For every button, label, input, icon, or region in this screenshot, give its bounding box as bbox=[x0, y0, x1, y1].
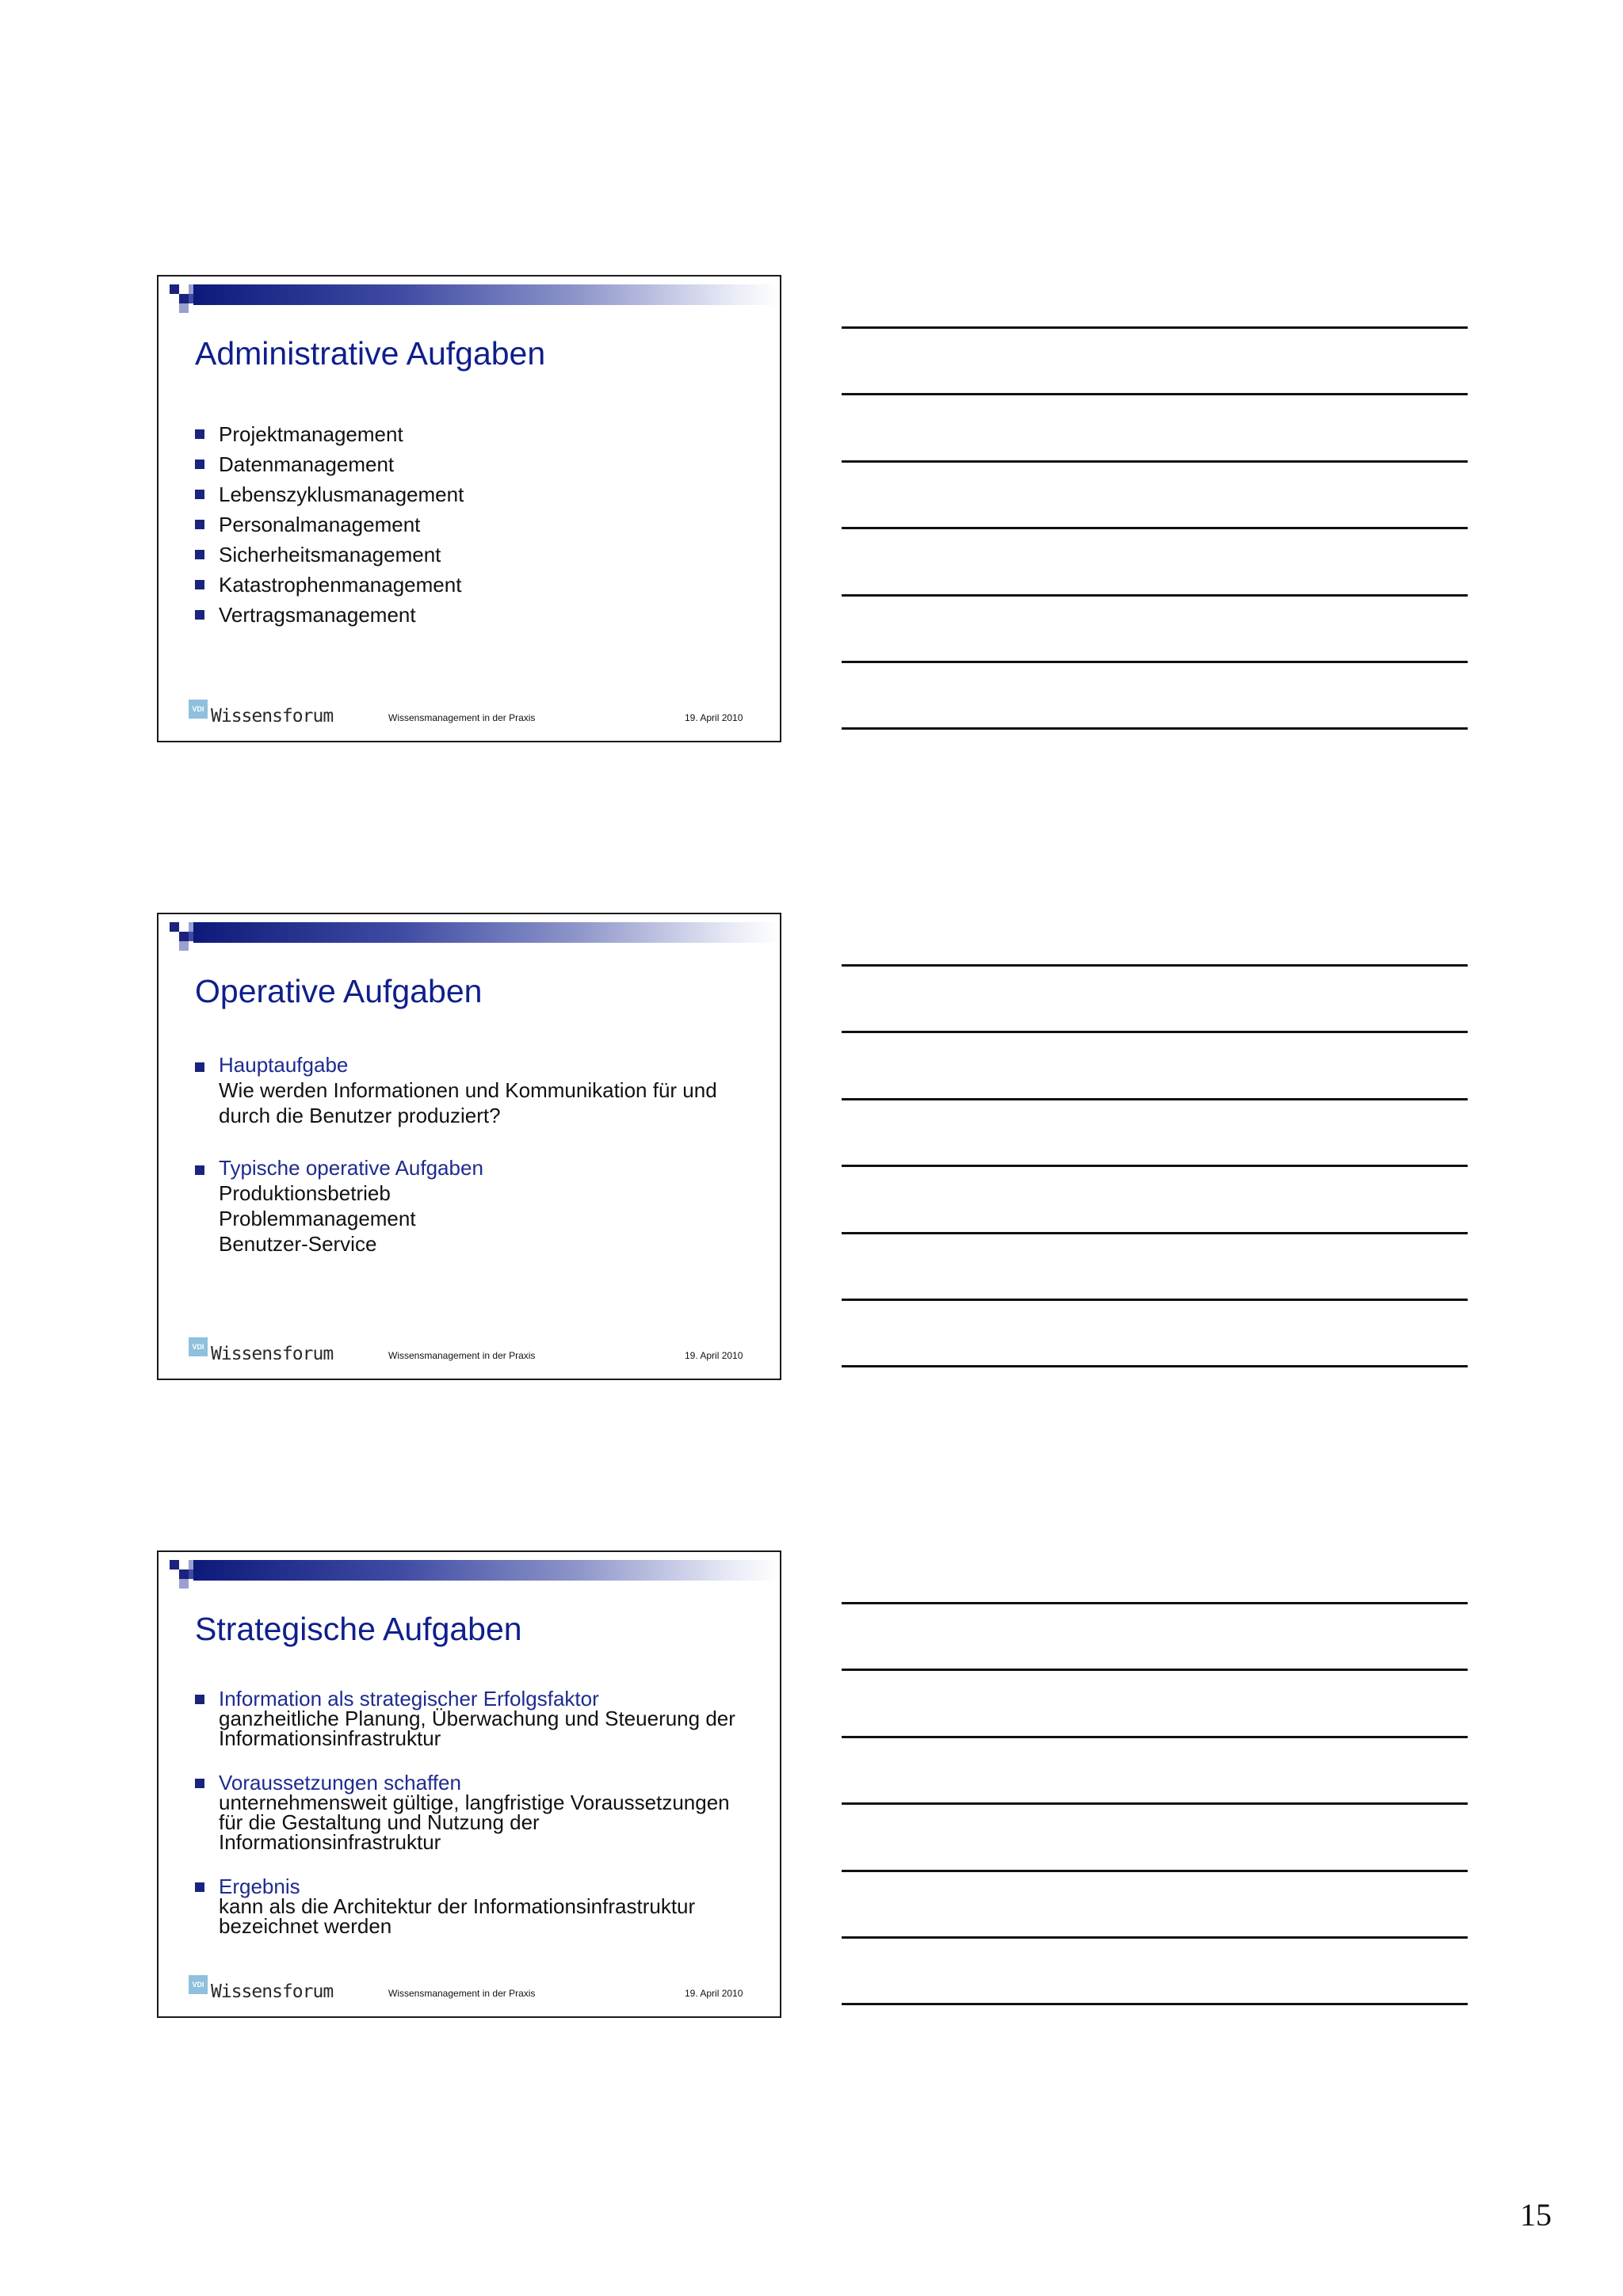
bullet-line: bezeichnet werden bbox=[219, 1914, 392, 1938]
bullet-item bbox=[195, 449, 764, 479]
bullet-heading: Hauptaufgabe bbox=[219, 1053, 349, 1077]
note-line bbox=[842, 1031, 1468, 1033]
logo-text: Wissensforum bbox=[211, 706, 334, 727]
bullet-group bbox=[195, 1876, 764, 1936]
slide-strategische bbox=[157, 1550, 781, 2018]
bullet-square-icon bbox=[195, 580, 204, 589]
bullet-heading: Information als strategischer Erfolgsfaktor bbox=[219, 1687, 599, 1711]
footer-title: Wissensmanagement in der Praxis bbox=[388, 1988, 536, 1999]
notes-lines bbox=[842, 959, 1468, 1371]
bullet-heading: Voraussetzungen schaffen bbox=[219, 1771, 461, 1794]
bullet-item bbox=[195, 600, 764, 630]
note-line bbox=[842, 1232, 1468, 1234]
bullet-item bbox=[195, 570, 764, 600]
bullet-item bbox=[195, 479, 764, 509]
bullet-line: unternehmensweit gültige, langfristige Voraussetzungen bbox=[219, 1791, 730, 1814]
bullet-item bbox=[195, 509, 764, 540]
vdi-badge: VDI bbox=[189, 1337, 208, 1356]
note-line bbox=[842, 527, 1468, 529]
footer-title: Wissensmanagement in der Praxis bbox=[388, 1350, 536, 1361]
notes-lines bbox=[842, 321, 1468, 733]
footer-date: 19. April 2010 bbox=[685, 1988, 743, 1999]
vdi-badge: VDI bbox=[189, 700, 208, 719]
note-line bbox=[842, 1802, 1468, 1805]
bullet-heading: Ergebnis bbox=[219, 1875, 300, 1898]
bullet-line: Problemmanagement bbox=[219, 1207, 416, 1230]
header-gradient-bar bbox=[193, 1560, 780, 1581]
bullet-square-icon bbox=[195, 1779, 204, 1788]
bullet-text: Projektmanagement bbox=[219, 422, 403, 446]
page-number: 15 bbox=[1520, 2197, 1552, 2233]
bullet-square-icon bbox=[195, 1695, 204, 1704]
note-line bbox=[842, 964, 1468, 967]
footer-date: 19. April 2010 bbox=[685, 712, 743, 723]
bullet-square-icon bbox=[195, 610, 204, 620]
note-line bbox=[842, 1870, 1468, 1872]
footer-title: Wissensmanagement in der Praxis bbox=[388, 712, 536, 723]
bullet-text: Lebenszyklusmanagement bbox=[219, 482, 464, 506]
bullet-group bbox=[195, 1155, 764, 1257]
slide-header bbox=[158, 1552, 780, 1600]
slide-footer bbox=[158, 1969, 780, 2016]
note-line bbox=[842, 1669, 1468, 1671]
bullet-list bbox=[195, 1052, 764, 1283]
note-line bbox=[842, 661, 1468, 663]
note-line bbox=[842, 1936, 1468, 1939]
bullet-line: Produktionsbetrieb bbox=[219, 1181, 391, 1205]
bullet-group bbox=[195, 1772, 764, 1852]
note-line bbox=[842, 1165, 1468, 1167]
note-line bbox=[842, 326, 1468, 329]
note-line bbox=[842, 1736, 1468, 1738]
slide-footer bbox=[158, 693, 780, 741]
bullet-text: Sicherheitsmanagement bbox=[219, 543, 441, 566]
bullet-item bbox=[195, 419, 764, 449]
bullet-square-icon bbox=[195, 460, 204, 469]
slide-header bbox=[158, 277, 780, 324]
bullet-square-icon bbox=[195, 520, 204, 529]
bullet-group bbox=[195, 1052, 764, 1128]
note-line bbox=[842, 460, 1468, 463]
bullet-text: Katastrophenmanagement bbox=[219, 573, 462, 597]
bullet-line: kann als die Architektur der Informationsinfrastruktur bbox=[219, 1894, 696, 1918]
bullet-line: für die Gestaltung und Nutzung der bbox=[219, 1810, 540, 1834]
bullet-line: Benutzer-Service bbox=[219, 1232, 377, 1256]
bullet-square-icon bbox=[195, 429, 204, 439]
slide-title: Administrative Aufgaben bbox=[195, 335, 546, 372]
bullet-group bbox=[195, 1688, 764, 1749]
note-line bbox=[842, 727, 1468, 730]
bullet-heading: Typische operative Aufgaben bbox=[219, 1156, 483, 1180]
bullet-text: Datenmanagement bbox=[219, 452, 395, 476]
wissensforum-logo bbox=[189, 700, 334, 731]
slide-header bbox=[158, 914, 780, 962]
bullet-list bbox=[195, 419, 764, 630]
bullet-square-icon bbox=[195, 490, 204, 499]
logo-text: Wissensforum bbox=[211, 1344, 334, 1364]
bullet-line: durch die Benutzer produziert? bbox=[219, 1104, 501, 1127]
notes-lines bbox=[842, 1596, 1468, 2008]
slide-operative bbox=[157, 913, 781, 1380]
note-line bbox=[842, 1365, 1468, 1367]
wissensforum-logo bbox=[189, 1337, 334, 1369]
bullet-line: Informationsinfrastruktur bbox=[219, 1726, 441, 1750]
bullet-square-icon bbox=[195, 1062, 204, 1072]
vdi-badge: VDI bbox=[189, 1975, 208, 1994]
header-gradient-bar bbox=[193, 284, 780, 305]
note-line bbox=[842, 594, 1468, 597]
footer-date: 19. April 2010 bbox=[685, 1350, 743, 1361]
logo-text: Wissensforum bbox=[211, 1981, 334, 2002]
bullet-square-icon bbox=[195, 550, 204, 559]
bullet-line: ganzheitliche Planung, Überwachung und Steuerung der bbox=[219, 1707, 735, 1730]
note-line bbox=[842, 1299, 1468, 1301]
note-line bbox=[842, 1602, 1468, 1604]
bullet-list bbox=[195, 1688, 764, 1960]
header-gradient-bar bbox=[193, 922, 780, 943]
bullet-square-icon bbox=[195, 1165, 204, 1175]
bullet-square-icon bbox=[195, 1882, 204, 1892]
bullet-text: Personalmanagement bbox=[219, 513, 421, 536]
slide-administrative bbox=[157, 275, 781, 742]
wissensforum-logo bbox=[189, 1975, 334, 2007]
note-line bbox=[842, 393, 1468, 395]
bullet-item bbox=[195, 540, 764, 570]
bullet-line: Wie werden Informationen und Kommunikation für und bbox=[219, 1078, 717, 1102]
bullet-text: Vertragsmanagement bbox=[219, 603, 416, 627]
slide-title: Operative Aufgaben bbox=[195, 973, 483, 1009]
note-line bbox=[842, 2003, 1468, 2005]
note-line bbox=[842, 1098, 1468, 1100]
bullet-line: Informationsinfrastruktur bbox=[219, 1830, 441, 1854]
slide-title: Strategische Aufgaben bbox=[195, 1611, 522, 1647]
slide-footer bbox=[158, 1331, 780, 1379]
